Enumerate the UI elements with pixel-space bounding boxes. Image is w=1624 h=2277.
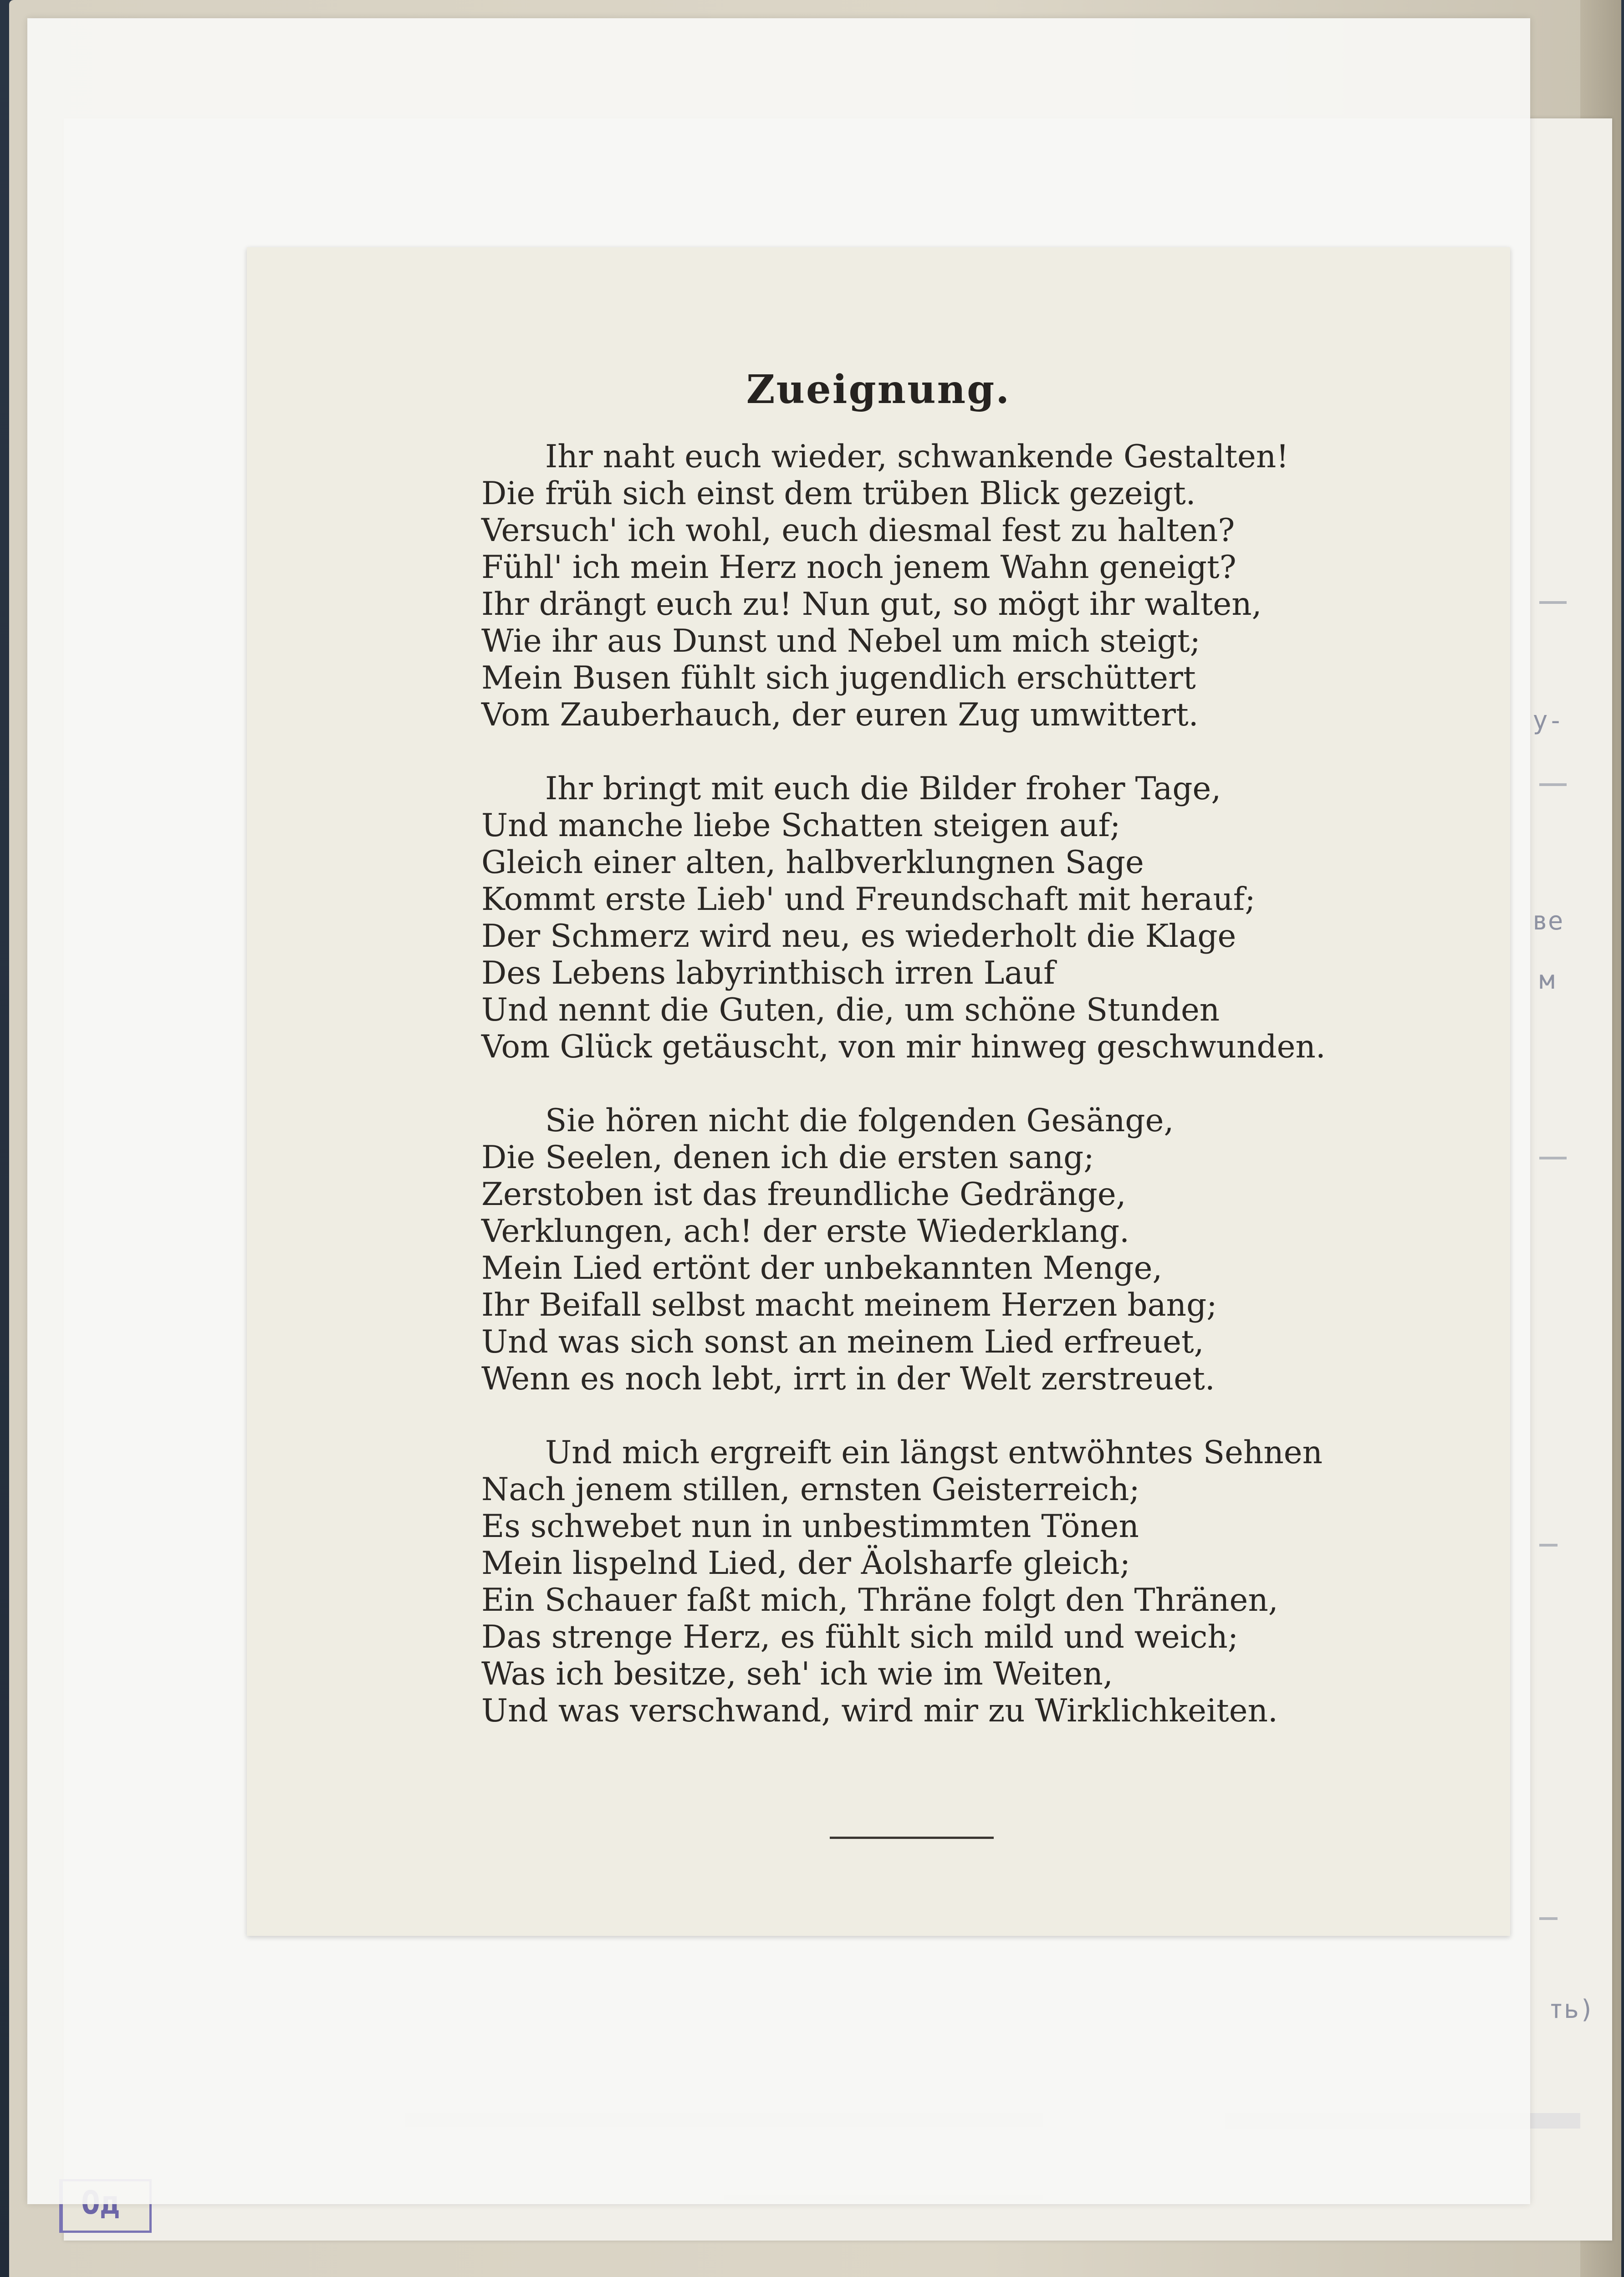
poem-line: Sie hören nicht die folgenden Gesänge,: [545, 1103, 1174, 1139]
poem-line: Gleich einer alten, halbverklungnen Sage: [481, 844, 1144, 881]
typed-fragment: ве: [1532, 906, 1563, 936]
poem-title: Zueignung.: [746, 367, 1011, 413]
poem-line: Mein lispelnd Lied, der Äolsharfe gleich;: [481, 1545, 1130, 1582]
poem-line: Und manche liebe Schatten steigen auf;: [481, 807, 1121, 844]
poem-line: Und mich ergreift ein längst entwöhntes Sehnen: [545, 1435, 1323, 1471]
poem-line: Wie ihr aus Dunst und Nebel um mich steigt;: [481, 623, 1200, 659]
poem-line: Wenn es noch lebt, irrt in der Welt zerstreuet.: [481, 1361, 1215, 1397]
poem-line: Zerstoben ist das freundliche Gedränge,: [481, 1176, 1126, 1213]
typed-dash: [1539, 1157, 1567, 1159]
typed-fragment: ть): [1548, 1995, 1595, 2024]
stanza-2: [481, 771, 1461, 1066]
poem-line: Vom Glück getäuscht, von mir hinweg geschwunden.: [481, 1029, 1326, 1065]
typed-fragment: у-: [1532, 706, 1563, 735]
poem-line: Ihr bringt mit euch die Bilder froher Tage,: [545, 771, 1221, 807]
poem-line: Der Schmerz wird neu, es wiederholt die Klage: [481, 918, 1236, 955]
typed-dash: [1539, 1917, 1558, 1920]
poem-line: Das strenge Herz, es fühlt sich mild und weich;: [481, 1619, 1239, 1655]
poem-line: Die früh sich einst dem trüben Blick gezeigt.: [481, 475, 1196, 512]
typed-dash: [1539, 601, 1567, 604]
poem-line: Und was sich sonst an meinem Lied erfreuet,: [481, 1324, 1204, 1360]
poem-line: Und nennt die Guten, die, um schöne Stunden: [481, 992, 1220, 1028]
poem-line: Was ich besitze, seh' ich wie im Weiten,: [481, 1656, 1113, 1692]
poem-line: Ihr drängt euch zu! Nun gut, so mögt ihr walten,: [481, 586, 1262, 623]
typed-dash: [1539, 783, 1567, 786]
stanza-4: [481, 1435, 1461, 1730]
poem-body: [481, 439, 1461, 1766]
poem-line: Ein Schauer faßt mich, Thräne folgt den Thränen,: [481, 1582, 1278, 1618]
poem-line: Ihr Beifall selbst macht meinem Herzen bang;: [481, 1287, 1217, 1323]
poem-line: Mein Lied ertönt der unbekannten Menge,: [481, 1250, 1163, 1287]
poem-line: Und was verschwand, wird mir zu Wirklichkeiten.: [481, 1693, 1278, 1729]
typed-fragment: м: [1539, 965, 1555, 995]
poem-line: Vom Zauberhauch, der euren Zug umwittert.: [481, 697, 1199, 733]
poem-line: Kommt erste Lieb' und Freundschaft mit herauf;: [481, 881, 1256, 918]
poem-line: Es schwebet nun in unbestimmten Tönen: [481, 1508, 1139, 1545]
stanza-1: [481, 439, 1461, 734]
poem-card: [247, 247, 1510, 1936]
poem-line: Verklungen, ach! der erste Wiederklang.: [481, 1213, 1130, 1250]
closing-rule: [830, 1837, 994, 1839]
typed-dash: [1539, 1544, 1558, 1547]
poem-line: Des Lebens labyrinthisch irren Lauf: [481, 955, 1055, 991]
stanza-3: [481, 1103, 1461, 1398]
poem-line: Ihr naht euch wieder, schwankende Gestalten!: [545, 439, 1289, 475]
poem-line: Nach jenem stillen, ernsten Geisterreich;: [481, 1471, 1140, 1508]
poem-line: Mein Busen fühlt sich jugendlich erschüttert: [481, 660, 1196, 696]
poem-line: Versuch' ich wohl, euch diesmal fest zu halten?: [481, 512, 1235, 549]
poem-line: Die Seelen, denen ich die ersten sang;: [481, 1139, 1094, 1176]
poem-line: Fühl' ich mein Herz noch jenem Wahn geneigt?: [481, 549, 1236, 586]
